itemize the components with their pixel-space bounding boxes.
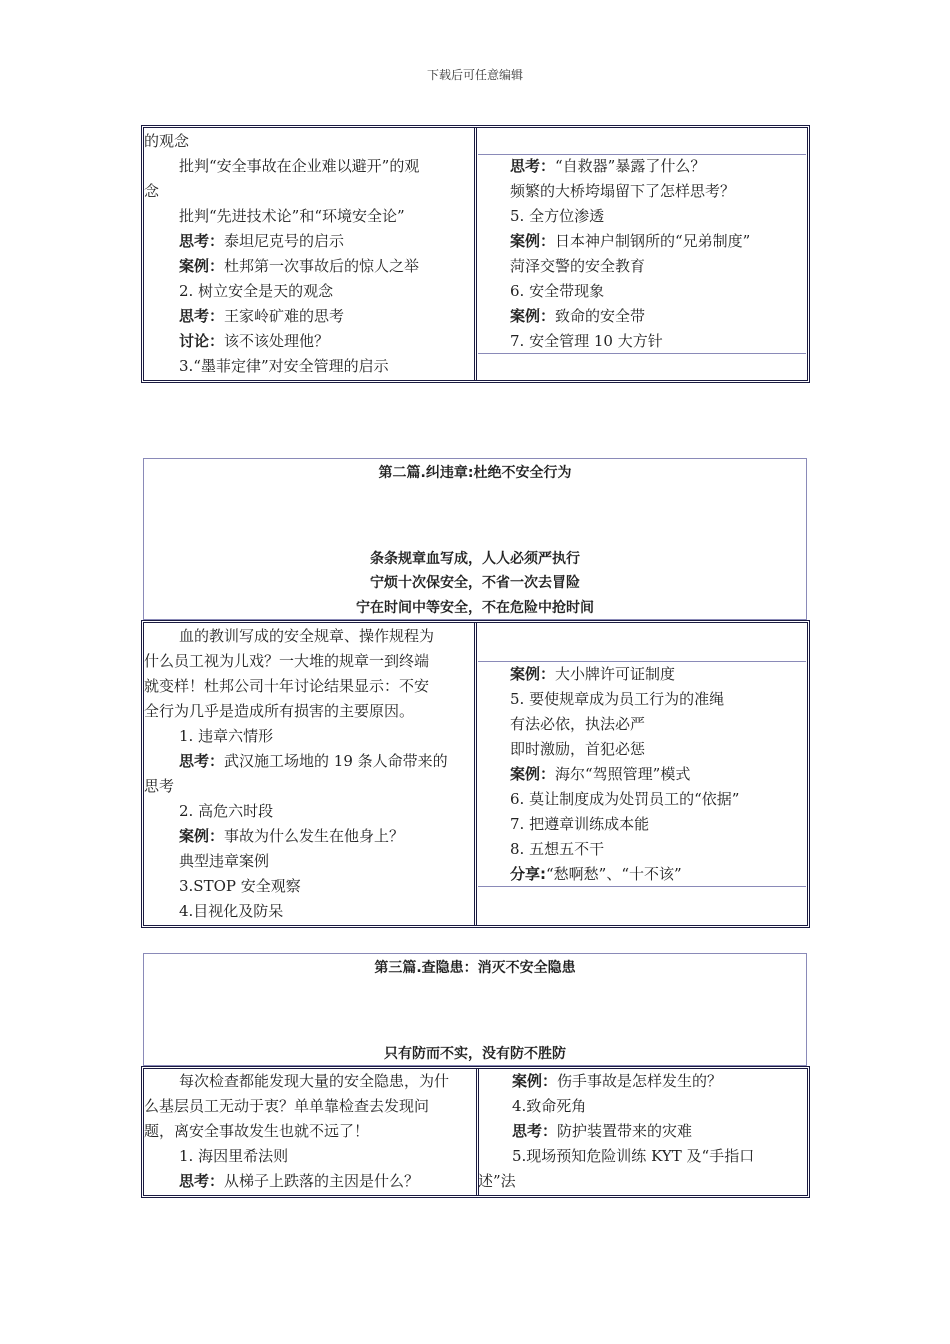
outline-line xyxy=(144,1069,489,1094)
section-title: 第二篇.纠违章:杜绝不安全行为 xyxy=(378,465,572,481)
line-text: 4.致命死角 xyxy=(512,1097,587,1115)
line-text: 全行为几乎是造成所有损害的主要原因。 xyxy=(144,702,415,720)
line-text: 有法必依，执法必严 xyxy=(510,715,646,733)
line-text: 从梯子上跌落的主因是什么？ xyxy=(224,1172,420,1190)
line-text: “愁啊愁”、“十不该” xyxy=(546,865,682,883)
outline-line xyxy=(510,812,810,837)
outline-line xyxy=(510,329,810,354)
line-label: 思考： xyxy=(179,307,225,325)
outline-line xyxy=(144,329,476,354)
outline-line xyxy=(144,674,476,699)
line-text: 6. 莫让制度成为处罚员工的“依据” xyxy=(510,790,740,808)
line-text: 1. 海因里希法则 xyxy=(179,1147,289,1165)
line-text: 2. 高危六时段 xyxy=(179,802,274,820)
outline-line xyxy=(144,724,476,749)
outline-line xyxy=(510,304,810,329)
section-banner-3 xyxy=(143,953,807,1066)
line-label: 案例： xyxy=(179,827,225,845)
line-label: 案例： xyxy=(510,665,556,683)
outline-line xyxy=(144,1119,489,1144)
outline-line xyxy=(144,304,476,329)
line-text: 6. 安全带现象 xyxy=(510,282,605,300)
outline-line xyxy=(144,204,476,229)
line-text: 杜邦第一次事故后的惊人之举 xyxy=(224,257,420,275)
line-text: 致命的安全带 xyxy=(555,307,646,325)
outline-line xyxy=(478,1169,808,1194)
line-label: 案例： xyxy=(510,307,556,325)
line-text: 述”法 xyxy=(478,1172,516,1190)
line-label: 分享: xyxy=(510,865,546,883)
outline-line xyxy=(144,279,476,304)
line-text: 的观念 xyxy=(144,132,190,150)
line-text: 么基层员工无动于衷？单单靠检查去发现问 xyxy=(144,1097,430,1115)
outline-line xyxy=(144,699,476,724)
outline-line xyxy=(144,354,476,379)
line-text: 题，离安全事故发生也就不远了！ xyxy=(144,1122,370,1140)
outline-line xyxy=(510,204,810,229)
page-header: 下载后可任意编辑 xyxy=(426,68,523,82)
outline-line xyxy=(510,762,810,787)
outline-line xyxy=(144,1169,489,1194)
outline-line xyxy=(510,862,810,887)
line-label: 思考： xyxy=(179,1172,225,1190)
line-text: 4.目视化及防呆 xyxy=(179,902,284,920)
line-text: 3.“墨菲定律”对安全管理的启示 xyxy=(179,357,389,375)
outline-line xyxy=(144,179,476,204)
line-label: 案例： xyxy=(179,257,225,275)
line-text: 念 xyxy=(144,182,160,200)
line-text: 1. 违章六情形 xyxy=(179,727,274,745)
line-text: 2. 树立安全是天的观念 xyxy=(179,282,334,300)
outline-line xyxy=(144,254,476,279)
line-text: 王家岭矿难的思考 xyxy=(224,307,345,325)
outline-line xyxy=(144,824,476,849)
line-text: 每次检查都能发现大量的安全隐患，为什 xyxy=(179,1072,450,1090)
outline-line xyxy=(144,1094,489,1119)
outline-line xyxy=(512,1069,808,1094)
line-text: 就变样！杜邦公司十年讨论结果显示：不安 xyxy=(144,677,430,695)
outline-line xyxy=(144,799,476,824)
line-text: 思考 xyxy=(144,777,175,795)
outline-line xyxy=(144,1144,489,1169)
outline-line xyxy=(144,899,476,924)
line-label: 案例： xyxy=(512,1072,558,1090)
line-text: 8. 五想五不干 xyxy=(510,840,605,858)
line-text: 菏泽交警的安全教育 xyxy=(510,257,646,275)
line-label: 讨论： xyxy=(179,332,225,350)
line-text: 该不该处理他？ xyxy=(224,332,330,350)
outline-line xyxy=(512,1119,808,1144)
section-banner-2 xyxy=(143,458,807,620)
outline-line xyxy=(144,229,476,254)
outline-line xyxy=(144,774,476,799)
line-text: 武汉施工场地的 19 条人命带来的 xyxy=(224,752,448,770)
line-text: 即时激励，首犯必惩 xyxy=(510,740,646,758)
line-label: 案例： xyxy=(510,765,556,783)
left-column xyxy=(144,129,476,379)
outline-line xyxy=(510,837,810,862)
line-text: 日本神户制钢所的“兄弟制度” xyxy=(555,232,751,250)
outline-line xyxy=(510,737,810,762)
line-text: 海尔“驾照管理”模式 xyxy=(555,765,691,783)
line-label: 思考： xyxy=(510,157,556,175)
left-column xyxy=(144,1069,489,1194)
line-text: 典型违章案例 xyxy=(179,852,270,870)
line-text: 5. 全方位渗透 xyxy=(510,207,605,225)
outline-line xyxy=(144,129,476,154)
right-column xyxy=(510,154,810,354)
line-text: 大小牌许可证制度 xyxy=(555,665,676,683)
outline-line xyxy=(510,712,810,737)
line-text: 7. 把遵章训练成本能 xyxy=(510,815,650,833)
line-text: 泰坦尼克号的启示 xyxy=(224,232,345,250)
line-text: 什么员工视为儿戏？一大堆的规章一到终端 xyxy=(144,652,430,670)
line-text: “自救器”暴露了什么？ xyxy=(555,157,706,175)
line-label: 思考： xyxy=(512,1122,558,1140)
line-text: 血的教训写成的安全规章、操作规程为 xyxy=(179,627,435,645)
outline-line xyxy=(144,154,476,179)
line-text: 频繁的大桥垮塌留下了怎样思考？ xyxy=(510,182,736,200)
motto-line: 宁在时间中等安全，不在危险中抢时间 xyxy=(356,600,594,616)
line-text: 防护装置带来的灾难 xyxy=(557,1122,693,1140)
line-label: 思考： xyxy=(179,232,225,250)
motto-line: 条条规章血写成，人人必须严执行 xyxy=(370,551,580,567)
outline-line xyxy=(510,254,810,279)
line-text: 5. 要使规章成为员工行为的准绳 xyxy=(510,690,725,708)
line-label: 思考： xyxy=(179,752,225,770)
outline-line xyxy=(144,624,476,649)
motto-line: 宁烦十次保安全，不省一次去冒险 xyxy=(370,575,580,591)
outline-line xyxy=(510,229,810,254)
line-text: 事故为什么发生在他身上？ xyxy=(224,827,405,845)
line-text: 伤手事故是怎样发生的？ xyxy=(557,1072,723,1090)
outline-line xyxy=(144,749,476,774)
line-text: 批判“安全事故在企业难以避开”的观 xyxy=(179,157,420,175)
outline-line xyxy=(510,787,810,812)
outline-line xyxy=(510,687,810,712)
motto-line: 只有防而不实，没有防不胜防 xyxy=(384,1046,566,1062)
outline-line xyxy=(510,154,810,179)
outline-line xyxy=(512,1144,808,1169)
outline-line xyxy=(144,649,476,674)
line-label: 案例： xyxy=(510,232,556,250)
section-title: 第三篇.查隐患：消灭不安全隐患 xyxy=(374,960,576,976)
line-text: 7. 安全管理 10 大方针 xyxy=(510,332,663,350)
outline-line xyxy=(510,179,810,204)
line-text: 3.STOP 安全观察 xyxy=(179,877,301,895)
outline-line xyxy=(510,279,810,304)
left-column xyxy=(144,624,476,924)
outline-line xyxy=(144,849,476,874)
outline-line xyxy=(510,662,810,687)
outline-line xyxy=(144,874,476,899)
line-text: 批判“先进技术论”和“环境安全论” xyxy=(179,207,405,225)
right-column xyxy=(478,1069,808,1194)
outline-line xyxy=(512,1094,808,1119)
right-column xyxy=(510,662,810,887)
line-text: 5.现场预知危险训练 KYT 及“手指口 xyxy=(512,1147,755,1165)
